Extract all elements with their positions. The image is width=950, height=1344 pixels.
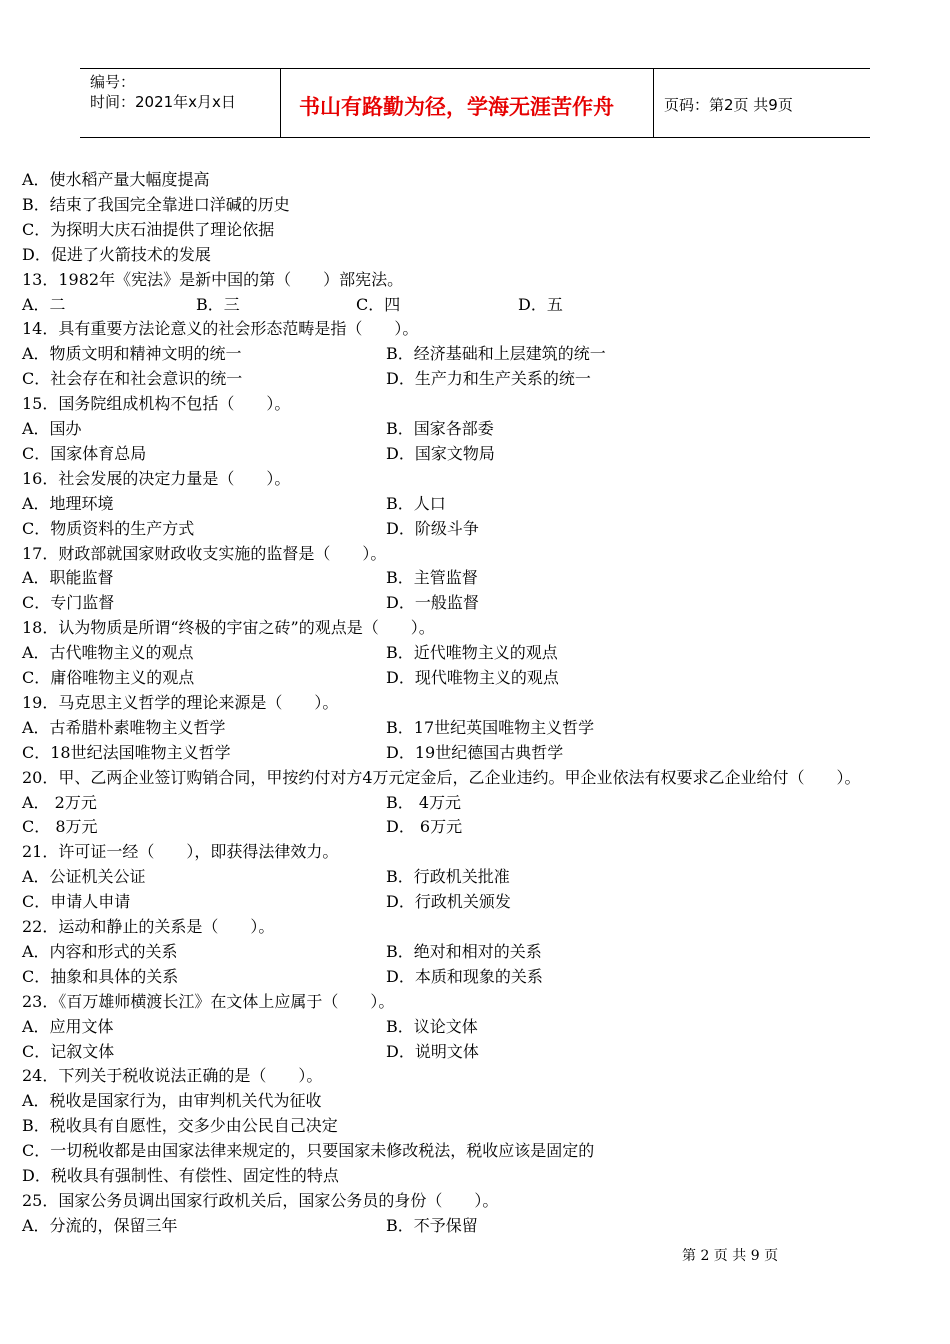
answer-option: B．17世纪英国唯物主义哲学 [386,717,595,737]
answer-option: A．二 [22,294,66,314]
answer-option: B．经济基础和上层建筑的统一 [386,344,606,364]
answer-option: D．一般监督 [386,593,479,613]
answer-option: A．地理环境 [22,493,114,513]
answer-option: D．生产力和生产关系的统一 [386,369,591,389]
question-stem: 20．甲、乙两企业签订购销合同，甲按约付对方4万元定金后，乙企业违约。甲企业依法有权要求乙企业给付（ ）。 [22,767,861,787]
question-stem: 23．《百万雄师横渡长江》在文体上应属于（ ）。 [22,991,395,1011]
header-page-cell [654,69,870,137]
answer-option: A．税收是国家行为，由审判机关代为征收 [22,1091,322,1111]
answer-option: C．一切税收都是由国家法律来规定的，只要国家未修改税法，税收应该是固定的 [22,1141,595,1161]
answer-option: B．主管监督 [386,568,478,588]
answer-option: B．行政机关批准 [386,867,510,887]
question-stem: 18．认为物质是所谓“终极的宇宙之砖”的观点是（ ）。 [22,618,435,638]
answer-option: D．税收具有强制性、有偿性、固定性的特点 [22,1166,339,1185]
answer-option: C．为探明大庆石油提供了理论依据 [22,219,275,239]
answer-option: B．议论文体 [386,1016,478,1036]
document-number-label: 编号： [90,73,136,91]
motto-text: 书山有路勤为径，学海无涯苦作舟 [299,95,614,119]
answer-option: C．专门监督 [22,593,115,613]
answer-option: C．申请人申请 [22,892,131,912]
answer-option: B．近代唯物主义的观点 [386,643,558,663]
answer-option: D．五 [518,294,563,314]
document-header [80,68,870,138]
answer-option: C．抽象和具体的关系 [22,966,179,986]
answer-option: C．国家体育总局 [22,443,147,463]
question-stem: 14．具有重要方法论意义的社会形态范畴是指（ ）。 [22,319,419,339]
header-info-cell [80,69,281,137]
answer-option: D．促进了火箭技术的发展 [22,244,211,264]
question-stem: 25．国家公务员调出国家行政机关后，国家公务员的身份（ ）。 [22,1190,499,1210]
answer-option: A．物质文明和精神文明的统一 [22,344,242,364]
answer-option: C．庸俗唯物主义的观点 [22,668,195,687]
answer-option: D．说明文体 [386,1041,479,1061]
answer-option: D．国家文物局 [386,443,495,463]
answer-option: A．使水稻产量大幅度提高 [22,170,210,189]
answer-option: B．税收具有自愿性，交多少由公民自己决定 [22,1116,338,1136]
answer-option: C．记叙文体 [22,1041,115,1061]
answer-option: B． 4万元 [386,792,462,812]
answer-option: A．国办 [22,419,82,438]
answer-option: C．物质资料的生产方式 [22,518,195,538]
question-stem: 24．下列关于税收说法正确的是（ ）。 [22,1066,323,1086]
page-code: 页码：第2页 共9页 [664,96,793,114]
answer-option: C．社会存在和社会意识的统一 [22,369,243,389]
answer-option: A．内容和形式的关系 [22,941,178,961]
question-stem: 19．马克思主义哲学的理论来源是（ ）。 [22,692,339,712]
answer-option: B．绝对和相对的关系 [386,941,542,961]
question-stem: 16．社会发展的决定力量是（ ）。 [22,468,291,488]
answer-option: A．分流的，保留三年 [22,1215,178,1235]
answer-option: A．职能监督 [22,568,114,588]
page-footer: 第 2 页 共 9 页 [682,1248,779,1264]
question-stem: 13．1982年《宪法》是新中国的第（ ）部宪法。 [22,269,404,289]
answer-option: C．18世纪法国唯物主义哲学 [22,742,231,762]
answer-option: A．古代唯物主义的观点 [22,643,194,663]
answer-option: D．本质和现象的关系 [386,966,543,986]
question-stem: 15．国务院组成机构不包括（ ）。 [22,394,291,414]
question-stem: 17．财政部就国家财政收支实施的监督是（ ）。 [22,543,387,563]
question-stem: 21．许可证一经（ ），即获得法律效力。 [22,842,339,862]
answer-option: D．19世纪德国古典哲学 [386,742,564,762]
answer-option: A．古希腊朴素唯物主义哲学 [22,717,226,737]
answer-option: B．结束了我国完全靠进口洋碱的历史 [22,194,290,214]
answer-option: D．阶级斗争 [386,518,479,538]
answer-option: B．三 [196,294,240,314]
answer-option: A． 2万元 [22,792,97,812]
answer-option: B．人口 [386,493,446,513]
answer-option: D．现代唯物主义的观点 [386,668,559,687]
answer-option: B．国家各部委 [386,419,494,438]
answer-option: C．四 [356,294,401,314]
question-stem: 22．运动和静止的关系是（ ）。 [22,917,275,936]
answer-option: A．应用文体 [22,1016,114,1036]
header-motto-cell [281,69,654,137]
answer-option: D．行政机关颁发 [386,892,511,912]
answer-option: D． 6万元 [386,817,463,837]
answer-option: B．不予保留 [386,1215,478,1235]
document-date: 时间：2021年x月x日 [90,93,236,111]
answer-option: A．公证机关公证 [22,867,146,887]
answer-option: C． 8万元 [22,817,98,837]
